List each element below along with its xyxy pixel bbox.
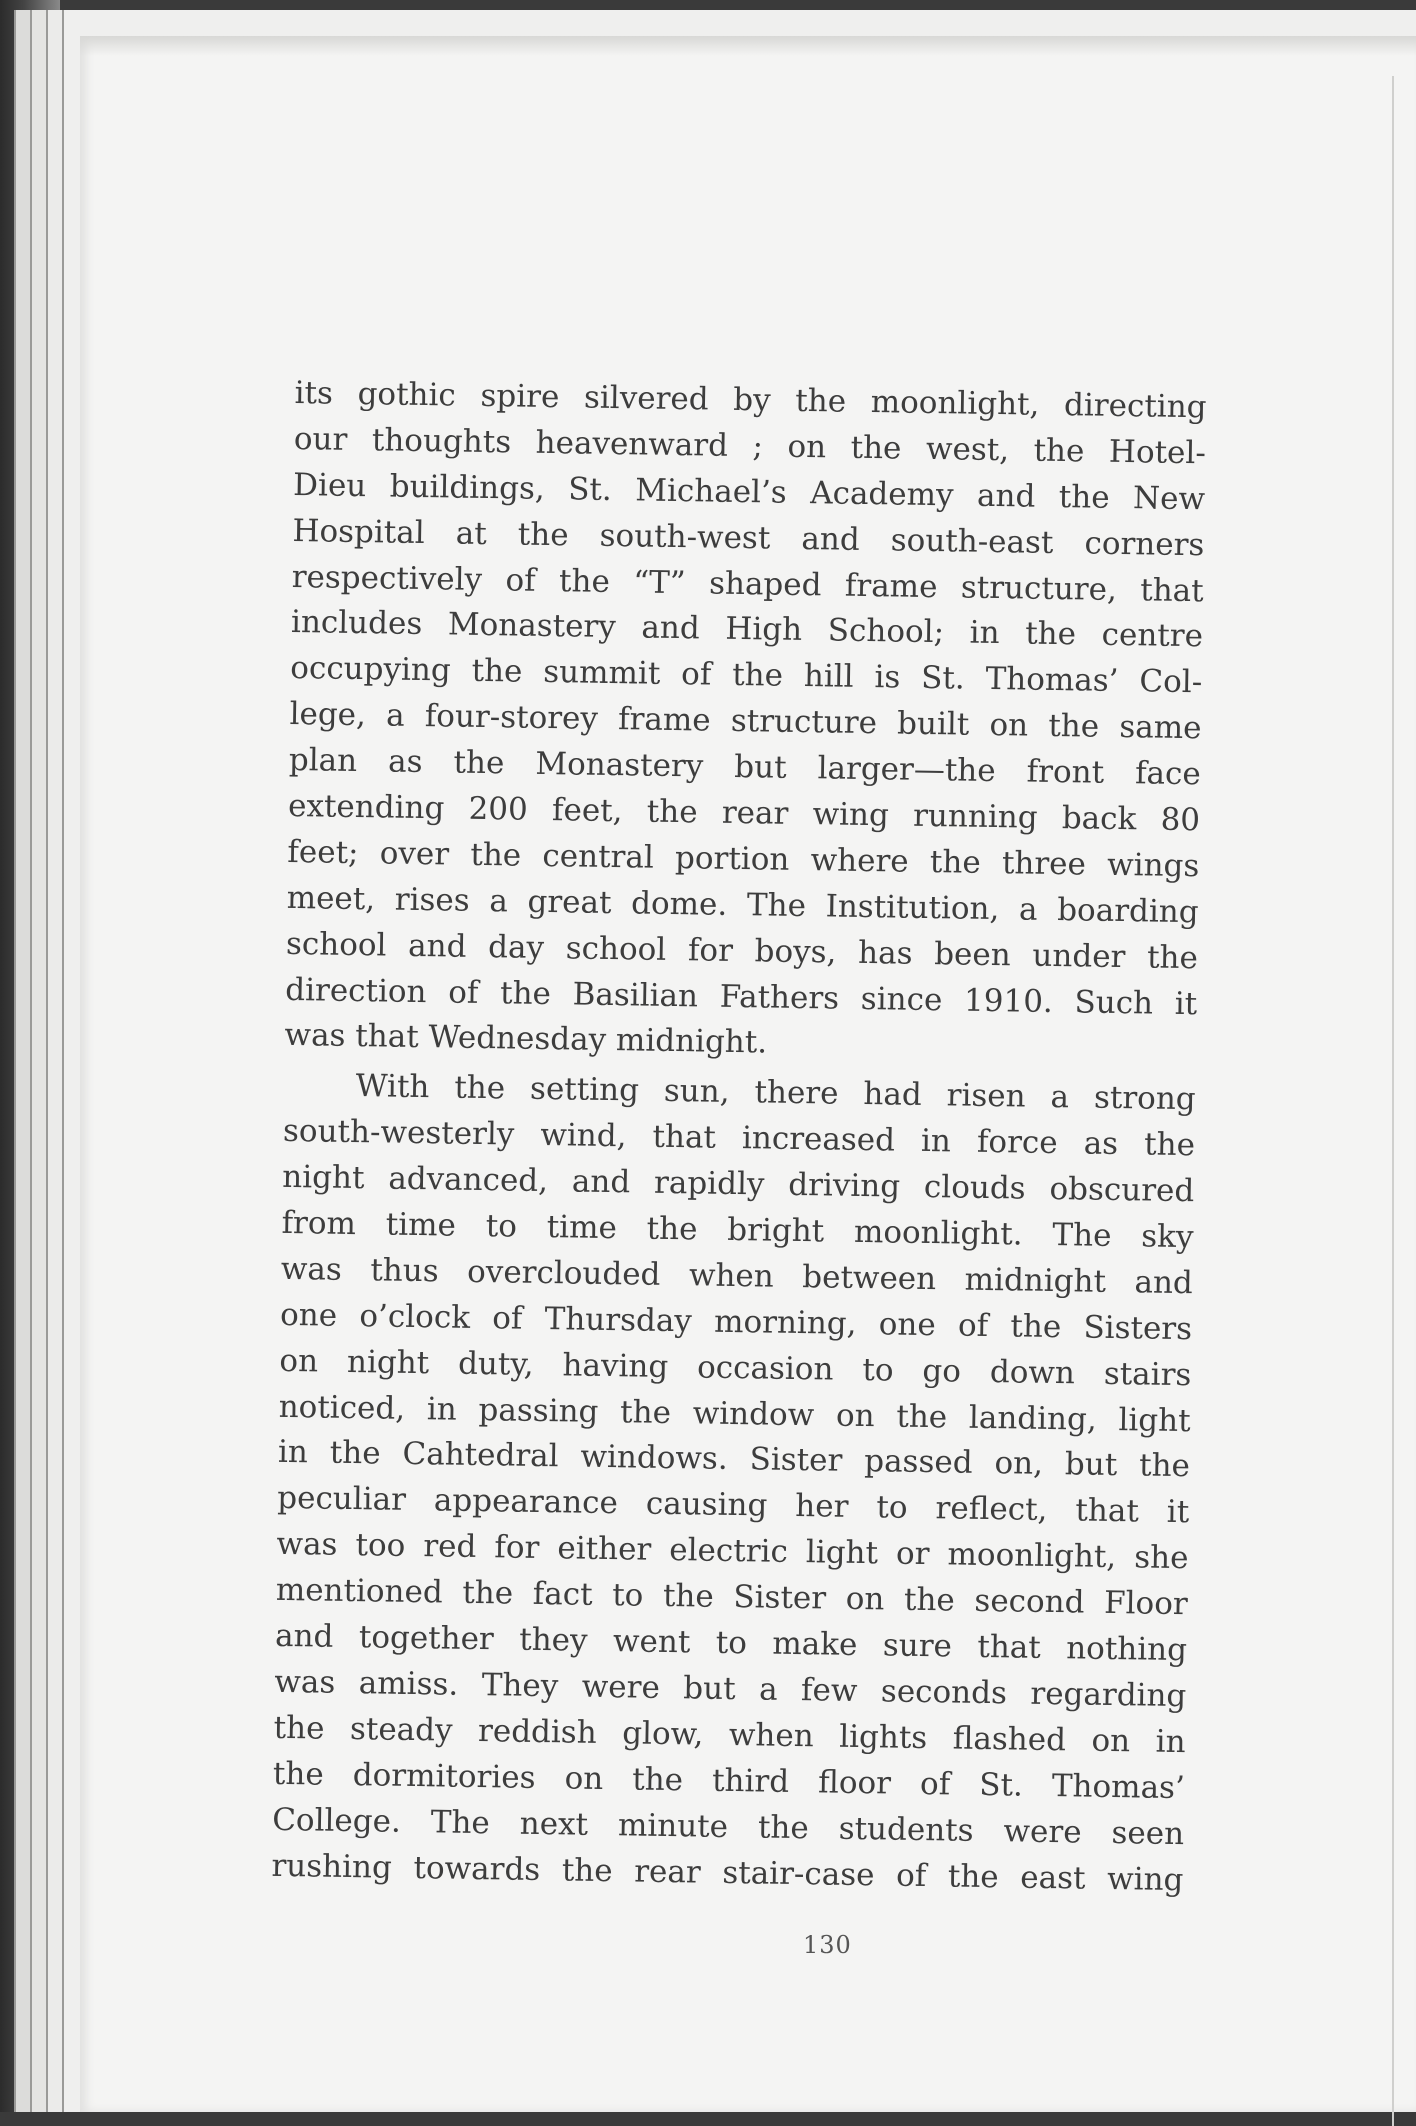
page-fold-line — [1392, 76, 1394, 2126]
text-line: peculiar appearance causing her to reflect, that it — [277, 1480, 1190, 1531]
body-text — [271, 371, 1207, 1904]
text-line: south-westerly wind, that increased in force as the — [282, 1113, 1196, 1164]
text-line: extending 200 feet, the rear wing running back 80 — [287, 787, 1201, 839]
book-page — [80, 36, 1416, 2112]
text-line: from time to time the bright moonlight. The sky — [281, 1204, 1194, 1256]
text-line: and together they went to make sure that nothing — [274, 1617, 1188, 1669]
text-line: rushing towards the rear stair-case of the east wing — [271, 1847, 1184, 1898]
text-line: our thoughts heavenward ; on the west, the Hotel- — [293, 420, 1207, 472]
text-line: school and day school for boys, has been under the — [285, 925, 1199, 976]
text-line: College. The next minute the students were seen — [271, 1801, 1185, 1852]
text-line: direction of the Basilian Fathers since 1910. Such it — [285, 971, 1198, 1022]
text-line: includes Monastery and High School; in the centre — [290, 604, 1204, 655]
text-line: feet; over the central portion where the three wings — [287, 833, 1200, 885]
text-line: mentioned the fact to the Sister on the second Floor — [275, 1572, 1189, 1623]
text-line: was thus overclouded when between midnight and — [280, 1250, 1194, 1302]
text-line: With the setting sun, there had risen a strong — [355, 1068, 1196, 1118]
paragraph-1 — [284, 371, 1207, 1074]
text-line: noticed, in passing the window on the landing, light — [278, 1388, 1191, 1439]
text-line: in the Cahtedral windows. Sister passed on, but the — [277, 1434, 1191, 1485]
text-line: respectively of the “T” shaped frame structure, that — [291, 558, 1204, 609]
text-line: its gothic spire silvered by the moonlight, directing — [294, 374, 1207, 426]
text-line: on night duty, having occasion to go down stairs — [279, 1342, 1192, 1393]
page-number: 130 — [803, 1931, 852, 1959]
text-line: occupying the summit of the hill is St. Thomas’ Col- — [290, 650, 1203, 701]
text-line: Hospital at the south-west and south-east corners — [292, 512, 1205, 563]
text-line: was amiss. They were but a few seconds regarding — [274, 1663, 1187, 1715]
text-line: was too red for either electric light or moonlight, she — [276, 1526, 1189, 1577]
text-line: the dormitories on the third floor of St. Thomas’ — [272, 1755, 1186, 1806]
paragraph-2 — [271, 1063, 1196, 1903]
text-line: plan as the Monastery but larger—the front face — [288, 742, 1202, 793]
text-line: night advanced, and rapidly driving clouds obscured — [282, 1159, 1195, 1210]
text-line: Dieu buildings, St. Michael’s Academy and the New — [292, 466, 1206, 518]
text-line: one o’clock of Thursday morning, one of the Sisters — [279, 1296, 1193, 1348]
text-line: lege, a four-storey frame structure built on the same — [289, 696, 1202, 747]
text-line: the steady reddish glow, when lights flashed on in — [273, 1709, 1186, 1760]
text-line: was that Wednesday midnight. — [284, 1017, 768, 1061]
text-line: meet, rises a great dome. The Institution, a boarding — [286, 879, 1199, 931]
